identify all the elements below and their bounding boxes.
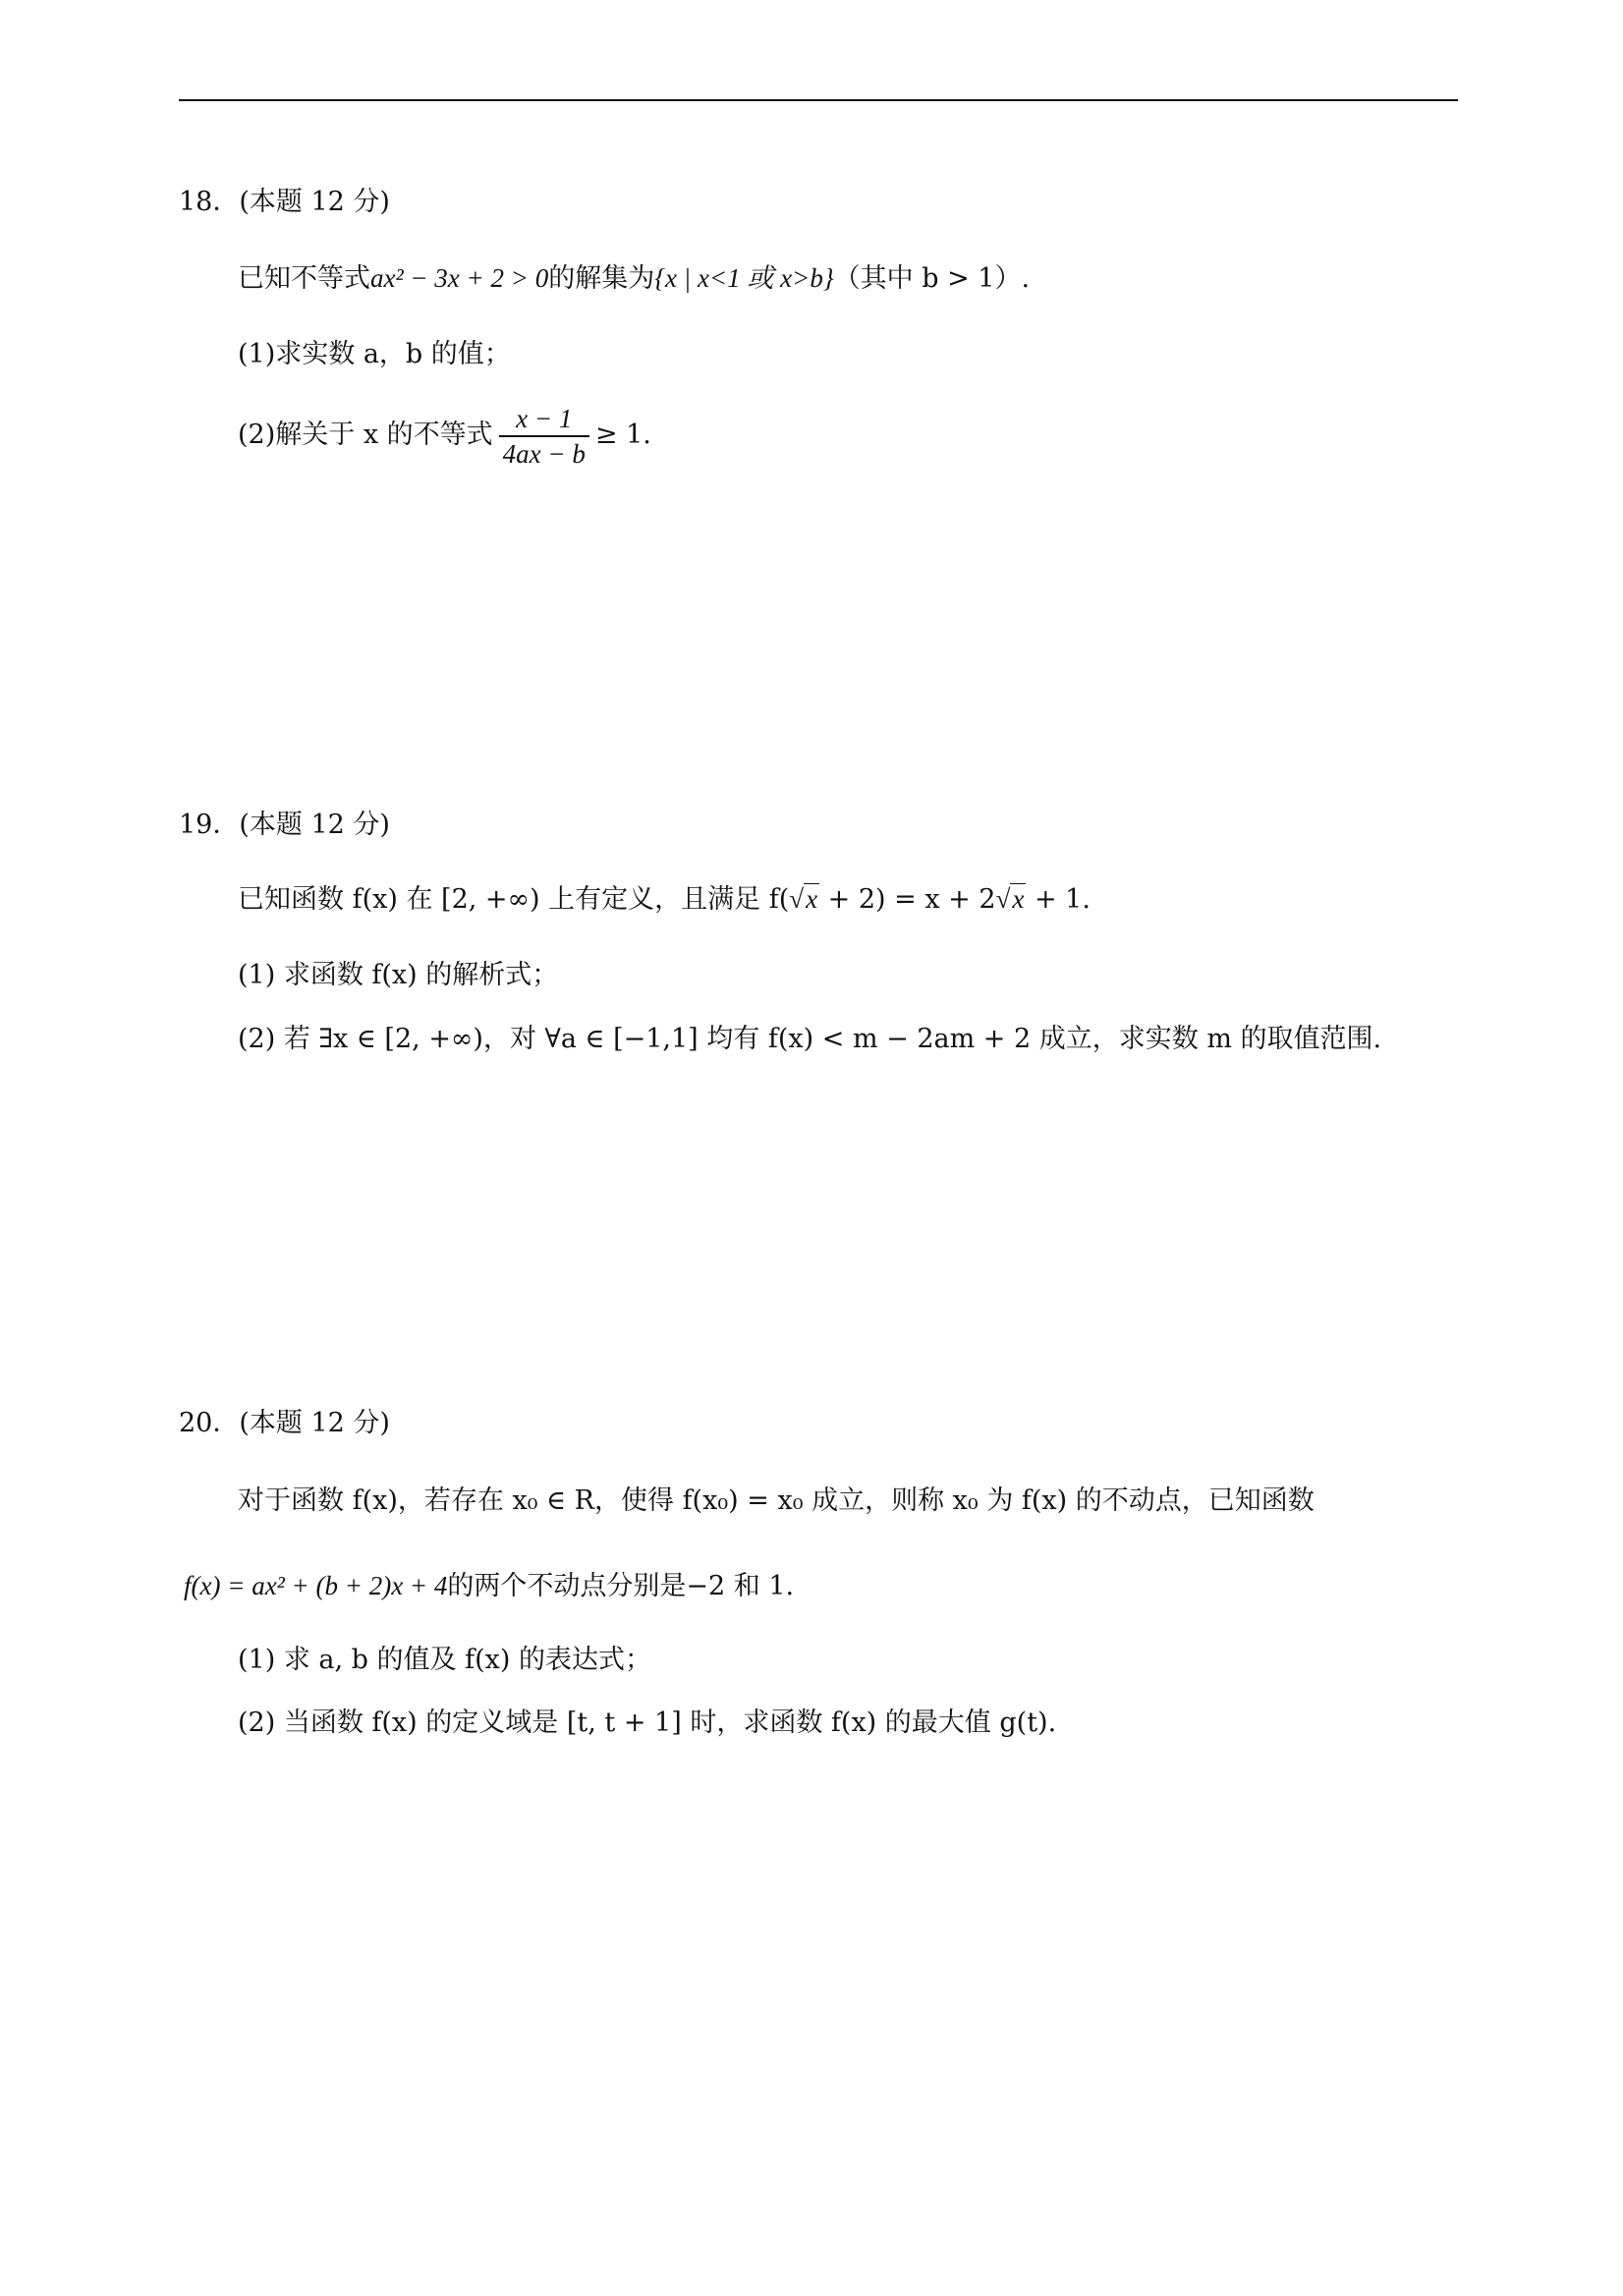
q18-stem bbox=[238, 260, 1030, 297]
q18-stem-ineq: ax² − 3x + 2 > 0 bbox=[370, 263, 549, 293]
header-rule bbox=[179, 99, 1458, 101]
q20-stem-line2-suffix: 的两个不动点分别是−2 和 1. bbox=[447, 1571, 795, 1601]
q18-stem-mid: 的解集为 bbox=[548, 263, 655, 294]
q19-header: 19．(本题 12 分) bbox=[179, 810, 390, 840]
q18-fraction bbox=[499, 402, 589, 471]
q20-part2: (2) 当函数 f(x) 的定义域是 [t, t + 1] 时，求函数 f(x) 的最大值 g(t). bbox=[238, 1708, 1057, 1738]
q18-part2-prefix: (2)解关于 x 的不等式 bbox=[238, 420, 493, 450]
q18-part1: (1)求实数 a，b 的值； bbox=[238, 339, 511, 369]
q18-stem-set: {x | x<1 或 x>b} bbox=[654, 263, 834, 293]
q19-part2: (2) 若 ∃x ∈ [2, +∞)，对 ∀a ∈ [−1,1] 均有 f(x) < m − 2am + 2 成立，求实数 m 的取值范围. bbox=[238, 1024, 1382, 1054]
q18-header: 18．(本题 12 分) bbox=[179, 187, 390, 217]
q20-function: f(x) = ax² + (b + 2)x + 4 bbox=[184, 1571, 448, 1600]
q19-stem-prefix: 已知函数 f(x) 在 [2, +∞) 上有定义，且满足 f( bbox=[238, 884, 790, 915]
q20-stem-line1: 对于函数 f(x)，若存在 x₀ ∈ R，使得 f(x₀) = x₀ 成立，则称 x₀ 为 f(x) 的不动点，已知函数 bbox=[238, 1485, 1315, 1516]
q19-sqrt-a: x bbox=[806, 884, 818, 914]
q19-stem: 已知函数 f(x) 在 [2, +∞) 上有定义，且满足 f(√x + 2) = x + 2√x + 1. bbox=[238, 884, 1091, 915]
q18-stem-suffix: （其中 b > 1）. bbox=[833, 263, 1031, 294]
q18-fraction-denominator: 4ax − b bbox=[502, 438, 586, 469]
q18-part2 bbox=[238, 398, 651, 473]
q20-stem-line2 bbox=[184, 1568, 794, 1604]
q20-part1: (1) 求 a, b 的值及 f(x) 的表达式； bbox=[238, 1645, 651, 1675]
q19-stem-mid: + 2) = x + 2 bbox=[819, 884, 996, 915]
q20-header: 20．(本题 12 分) bbox=[179, 1408, 390, 1438]
q18-fraction-numerator: x − 1 bbox=[499, 402, 589, 437]
q18-stem-prefix: 已知不等式 bbox=[238, 263, 370, 294]
q19-sqrt-b: x bbox=[1012, 884, 1025, 914]
q19-part1: (1) 求函数 f(x) 的解析式； bbox=[238, 960, 559, 990]
q18-part2-suffix: ≥ 1. bbox=[594, 420, 651, 450]
q19-stem-suffix: + 1. bbox=[1026, 884, 1091, 915]
